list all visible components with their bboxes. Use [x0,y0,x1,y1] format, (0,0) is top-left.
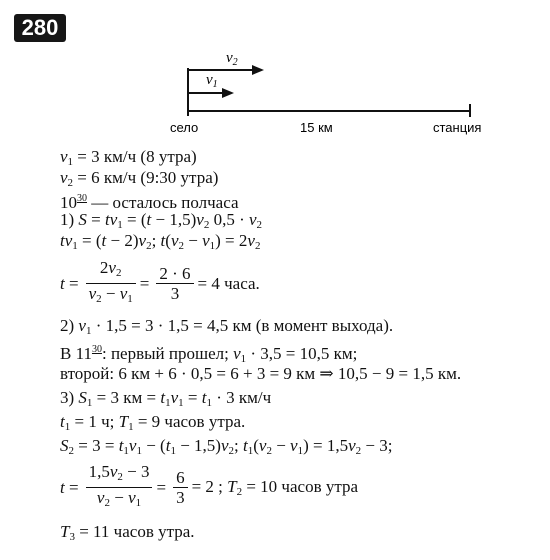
solution-line-14: $T_3 = 11$ часов утра. [60,522,195,543]
solution-line-5: $tv_1 = (t - 2)v_2$; $t(v_2 - v_1) = 2v_2$ [60,231,261,252]
solution-line-9: второй: 6 км + 6 · 0,5 = 6 + 3 = 9 км ⇒ 10,5 − 9 = 1,5 км. [60,364,462,383]
solution-line-6: t = $\frac{2v_2}{v_2 - v_1}$ = $\frac{2 \cdot 6}{3}$ = 4 часа. [60,258,260,305]
station-label: станция [433,120,482,135]
village-label: село [170,120,199,135]
v2-label: $v_2$ [226,50,238,68]
solution-line-12: $S_2 = 3 = t_1v_1 - (t_1 - 1,5)v_2$; $t_1(v_2 - v_1) = 1,5v_2 - 3$; [60,436,393,457]
solution-line-3: $10^{30}$ — осталось полчаса [60,193,239,212]
motion-diagram [0,0,550,150]
solution-line-11: $t_1 = 1$ ч; $T_1 = 9$ часов утра. [60,412,246,433]
solution-line-8: В $11^{30}$: первый прошел; $v_1 \cdot 3,5 = 10,5$ км; [60,344,358,365]
solution-line-10: 3) $S_1 = 3$ км = $t_1v_1 = t_1 \cdot 3$ км/ч [60,388,272,409]
solution-line-4: 1) $S = tv_1 = (t - 1,5)v_2$ $0,5 \cdot v_2$ [60,210,263,231]
solution-line-2: $v_2 = 6$ км/ч (9:30 утра) [60,168,219,189]
v2-arrowhead [252,65,264,75]
distance-label: 15 км [300,120,333,135]
solution-line-7: 2) $v_1 \cdot 1,5 = 3 \cdot 1,5 = 4,5$ км (в момент выхода). [60,316,394,337]
solution-line-13: t = $\frac{1,5v_2 - 3}{v_2 - v_1}$ = $\frac{6}{3}$ = 2 ; $T_2 = 10$ часов утра [60,462,359,509]
v1-arrowhead [222,88,234,98]
v1-label: $v_1$ [206,72,218,90]
problem-number-badge: 280 [14,14,66,42]
solution-line-1: $v_1 = 3$ км/ч (8 утра) [60,147,197,168]
